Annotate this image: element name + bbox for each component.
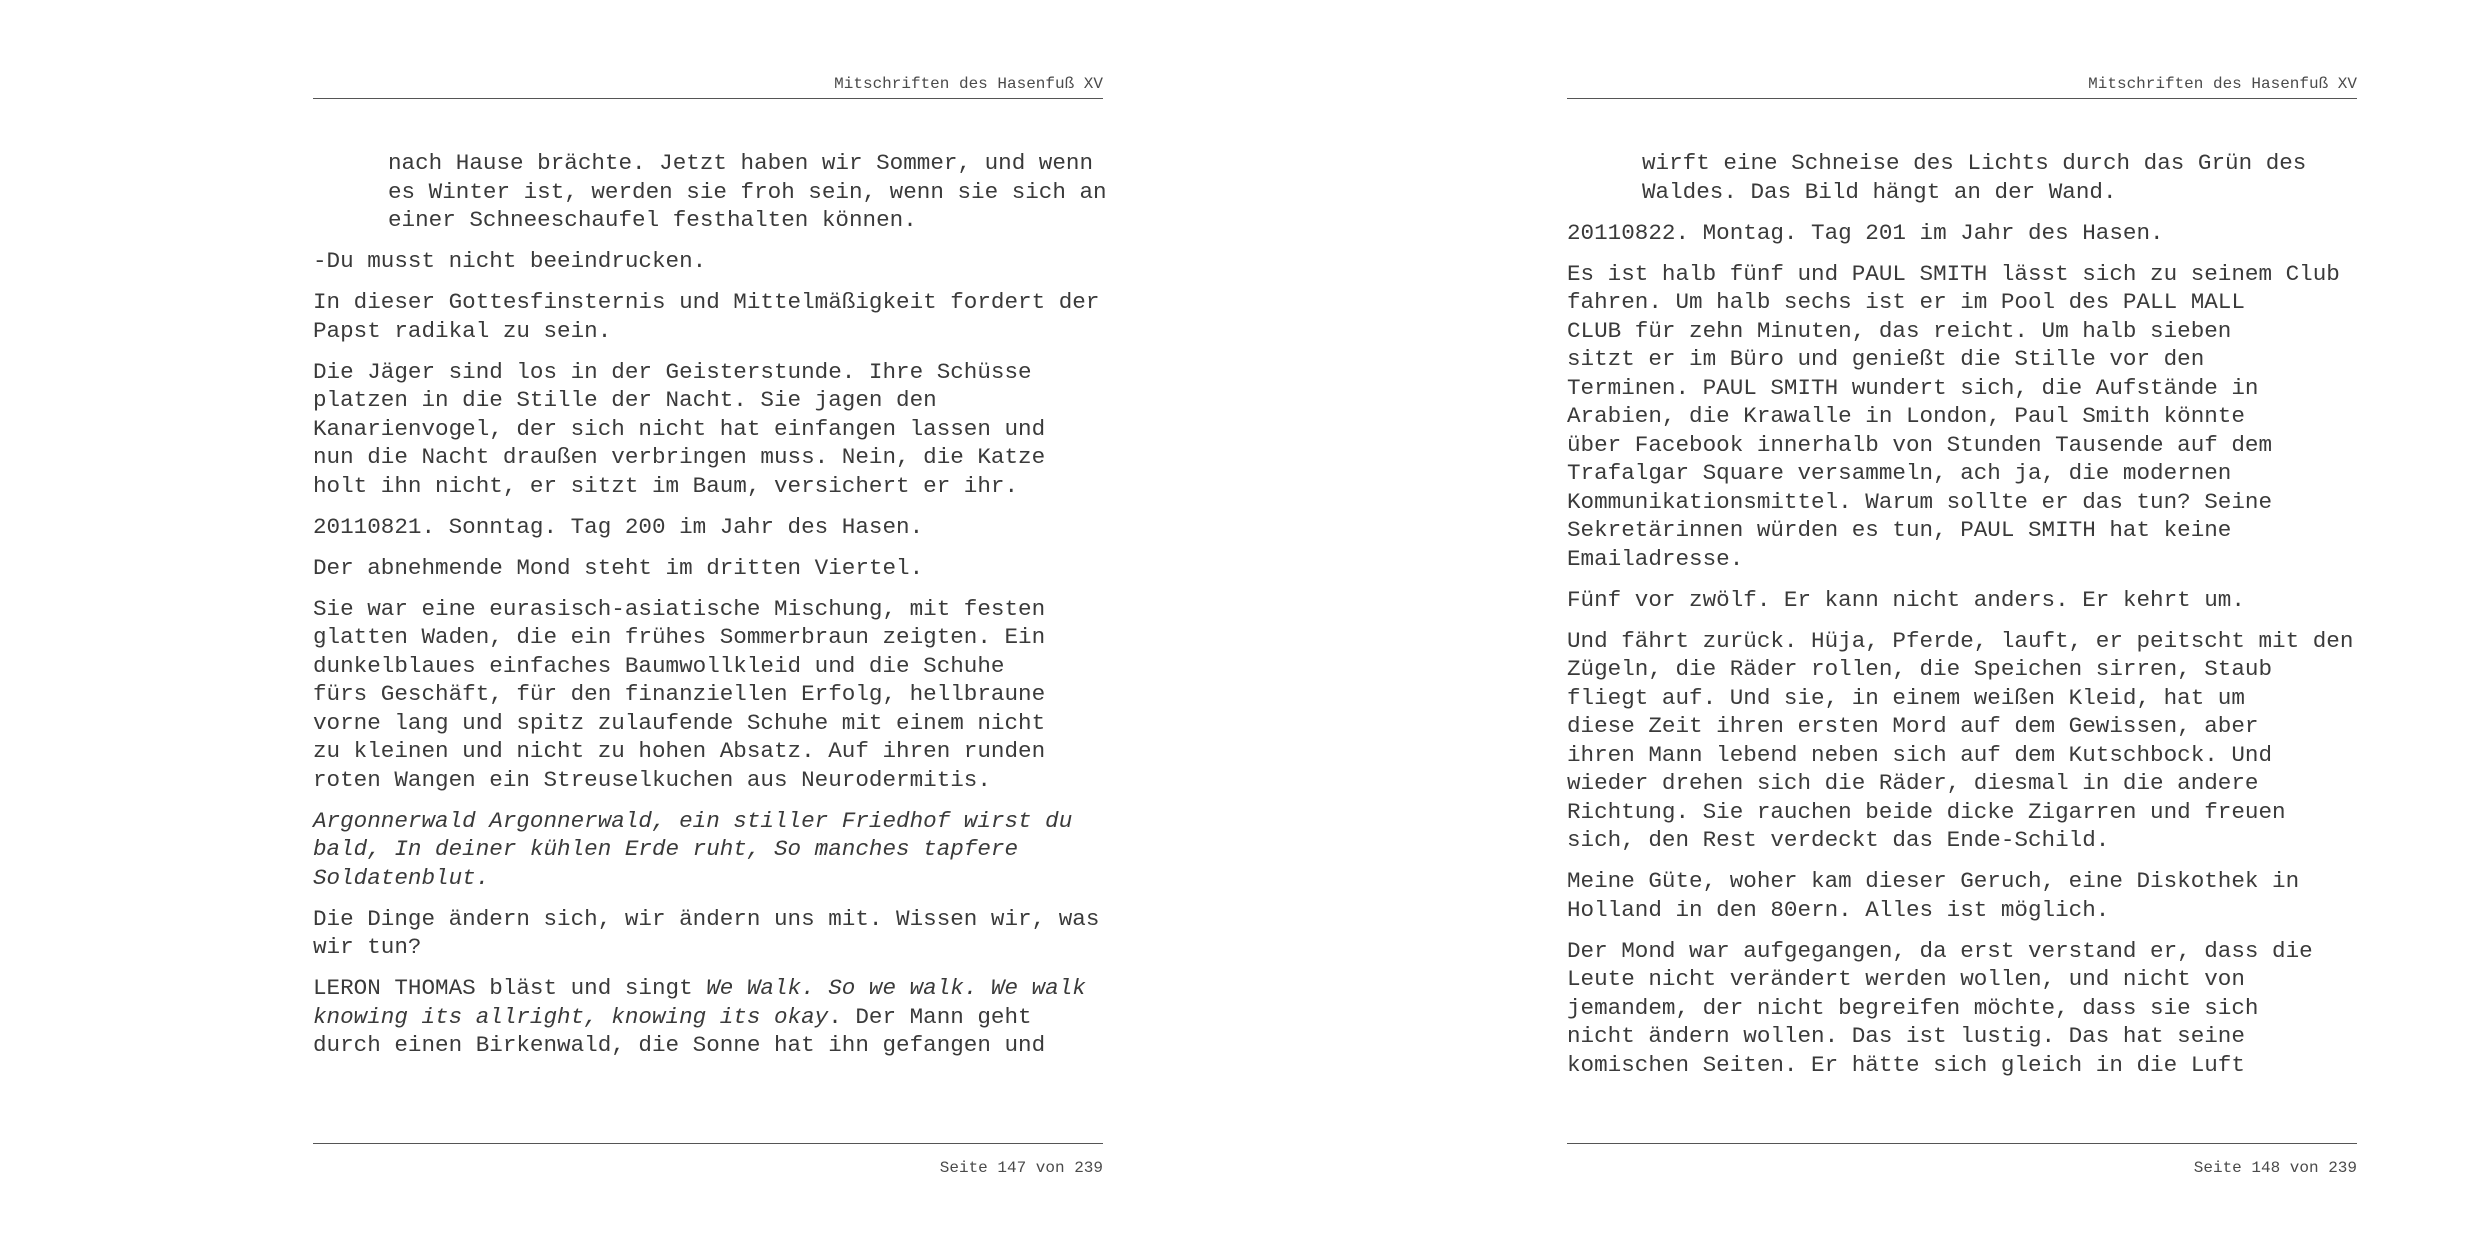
text-line: fliegt auf. Und sie, in einem weißen Kleid, hat um <box>1567 684 2245 711</box>
page-body <box>1567 149 2357 1079</box>
text-line: Fünf vor zwölf. Er kann nicht anders. Er kehrt um. <box>1567 586 2245 613</box>
text-line: nun die Nacht draußen verbringen muss. Nein, die Katze <box>313 444 1046 470</box>
text-line: fürs Geschäft, für den finanziellen Erfolg, hellbraune <box>313 681 1046 707</box>
text-line: Richtung. Sie rauchen beide dicke Zigarren und freuen <box>1567 798 2286 825</box>
text-line: Soldatenblut. <box>313 864 490 891</box>
date-line: 20110822. Montag. Tag 201 im Jahr des Hasen. <box>1567 219 2164 246</box>
text-line: Meine Güte, woher kam dieser Geruch, eine Diskothek in <box>1567 868 2300 894</box>
text-line: über Facebook innerhalb von Stunden Tausende auf dem <box>1567 431 2273 458</box>
text-line: In dieser Gottesfinsternis und Mittelmäßigkeit fordert der <box>313 289 1100 315</box>
running-header: Mitschriften des Hasenfuß XV <box>834 75 1103 93</box>
text-span: . Der Mann geht <box>828 1003 1032 1030</box>
left-page <box>313 0 1107 1240</box>
text-line: Es ist halb fünf und PAUL SMITH lässt sich zu seinem Club <box>1567 260 2340 287</box>
paragraph <box>313 288 1103 345</box>
paragraph <box>1567 867 2357 924</box>
text-line: -Du musst nicht beeindrucken. <box>313 248 707 274</box>
text-line: Papst radikal zu sein. <box>313 317 612 344</box>
paragraph <box>313 554 1103 583</box>
text-line: durch einen Birkenwald, die Sonne hat ihn gefangen und <box>313 1032 1046 1058</box>
paragraph <box>1567 260 2357 574</box>
text-line: wir tun? <box>313 934 422 960</box>
text-line: Terminen. PAUL SMITH wundert sich, die Aufstände in <box>1567 374 2259 401</box>
text-line: Die Jäger sind los in der Geisterstunde. Ihre Schüsse <box>313 358 1032 385</box>
paragraph <box>313 974 1103 1060</box>
text-line: Trafalgar Square versammeln, ach ja, die modernen <box>1567 460 2232 486</box>
page-number: Seite 147 von 239 <box>939 1159 1103 1177</box>
text-line: nach Hause brächte. Jetzt haben wir Sommer, und wenn <box>388 150 1094 176</box>
footer-rule <box>1567 1143 2357 1144</box>
text-line: es Winter ist, werden sie froh sein, wenn sie sich an <box>388 178 1107 205</box>
text-line: Leute nicht verändert werden wollen, und nicht von <box>1567 966 2245 992</box>
paragraph-quote <box>313 807 1103 893</box>
text-line: Sie war eine eurasisch-asiatische Mischung, mit festen <box>313 595 1046 622</box>
page-number: Seite 148 von 239 <box>2193 1159 2357 1177</box>
text-line: wirft eine Schneise des Lichts durch das Grün des <box>1642 150 2307 176</box>
text-line: Zügeln, die Räder rollen, die Speichen sirren, Staub <box>1567 656 2273 682</box>
text-line: fahren. Um halb sechs ist er im Pool des PALL MALL <box>1567 289 2245 315</box>
text-line: wieder drehen sich die Räder, diesmal in die andere <box>1567 770 2259 796</box>
text-line: Sekretärinnen würden es tun, PAUL SMITH hat keine <box>1567 517 2232 543</box>
text-line: platzen in die Stille der Nacht. Sie jagen den <box>313 387 937 413</box>
text-line: diese Zeit ihren ersten Mord auf dem Gewissen, aber <box>1567 713 2259 739</box>
paragraph <box>313 358 1103 501</box>
text-span: LERON THOMAS bläst und singt <box>313 975 707 1001</box>
paragraph <box>313 595 1103 795</box>
header-rule <box>1567 98 2357 99</box>
text-line: ihren Mann lebend neben sich auf dem Kutschbock. Und <box>1567 741 2273 768</box>
text-line: einer Schneeschaufel festhalten können. <box>388 207 917 233</box>
paragraph <box>313 905 1103 962</box>
text-line: glatten Waden, die ein frühes Sommerbraun zeigten. Ein <box>313 624 1046 650</box>
text-line: Arabien, die Krawalle in London, Paul Smith könnte <box>1567 403 2245 429</box>
text-line: sich, den Rest verdeckt das Ende-Schild. <box>1567 827 2110 853</box>
text-line: holt ihn nicht, er sitzt im Baum, versichert er ihr. <box>313 472 1019 499</box>
text-line: Waldes. Das Bild hängt an der Wand. <box>1642 178 2117 205</box>
text-line: dunkelblaues einfaches Baumwollkleid und die Schuhe <box>313 652 1005 679</box>
footer-rule <box>313 1143 1103 1144</box>
right-page <box>1567 0 2357 1240</box>
text-line: komischen Seiten. Er hätte sich gleich in die Luft <box>1567 1051 2245 1078</box>
song-title: We Walk. So we walk. We walk <box>706 975 1086 1001</box>
text-line: Die Dinge ändern sich, wir ändern uns mit. Wissen wir, was <box>313 905 1100 932</box>
text-line: Der abnehmende Mond steht im dritten Viertel. <box>313 554 924 581</box>
paragraph <box>313 247 1103 276</box>
text-line: Der Mond war aufgegangen, da erst verstand er, dass die <box>1567 937 2313 964</box>
paragraph <box>1567 937 2357 1080</box>
date-line: 20110821. Sonntag. Tag 200 im Jahr des Hasen. <box>313 513 924 540</box>
paragraph <box>1567 219 2357 248</box>
text-line: bald, In deiner kühlen Erde ruht, So manches tapfere <box>313 836 1019 862</box>
text-line <box>313 1003 1103 1032</box>
text-line: Kommunikationsmittel. Warum sollte er das tun? Seine <box>1567 488 2273 515</box>
text-line: Kanarienvogel, der sich nicht hat einfangen lassen und <box>313 415 1046 442</box>
text-line: nicht ändern wollen. Das ist lustig. Das hat seine <box>1567 1023 2245 1049</box>
text-line: roten Wangen ein Streuselkuchen aus Neurodermitis. <box>313 766 991 793</box>
paragraph <box>313 513 1103 542</box>
paragraph <box>1567 627 2357 855</box>
running-header: Mitschriften des Hasenfuß XV <box>2088 75 2357 93</box>
text-line: Argonnerwald Argonnerwald, ein stiller Friedhof wirst du <box>313 807 1073 834</box>
header-rule <box>313 98 1103 99</box>
paragraph <box>1567 586 2357 615</box>
paragraph <box>313 149 1107 235</box>
text-line: zu kleinen und nicht zu hohen Absatz. Auf ihren runden <box>313 738 1046 764</box>
text-line: Holland in den 80ern. Alles ist möglich. <box>1567 896 2110 923</box>
text-line: Emailadresse. <box>1567 545 1744 572</box>
paragraph <box>1567 149 2357 206</box>
text-line: sitzt er im Büro und genießt die Stille vor den <box>1567 346 2205 372</box>
text-line: jemandem, der nicht begreifen möchte, dass sie sich <box>1567 994 2259 1021</box>
text-line: Und fährt zurück. Hüja, Pferde, lauft, er peitscht mit den <box>1567 627 2354 654</box>
song-lyric: knowing its allright, knowing its okay <box>313 1003 829 1030</box>
page-body <box>313 149 1107 1060</box>
text-line: vorne lang und spitz zulaufende Schuhe mit einem nicht <box>313 709 1046 736</box>
text-line: CLUB für zehn Minuten, das reicht. Um halb sieben <box>1567 317 2232 344</box>
text-line <box>313 974 1103 1003</box>
